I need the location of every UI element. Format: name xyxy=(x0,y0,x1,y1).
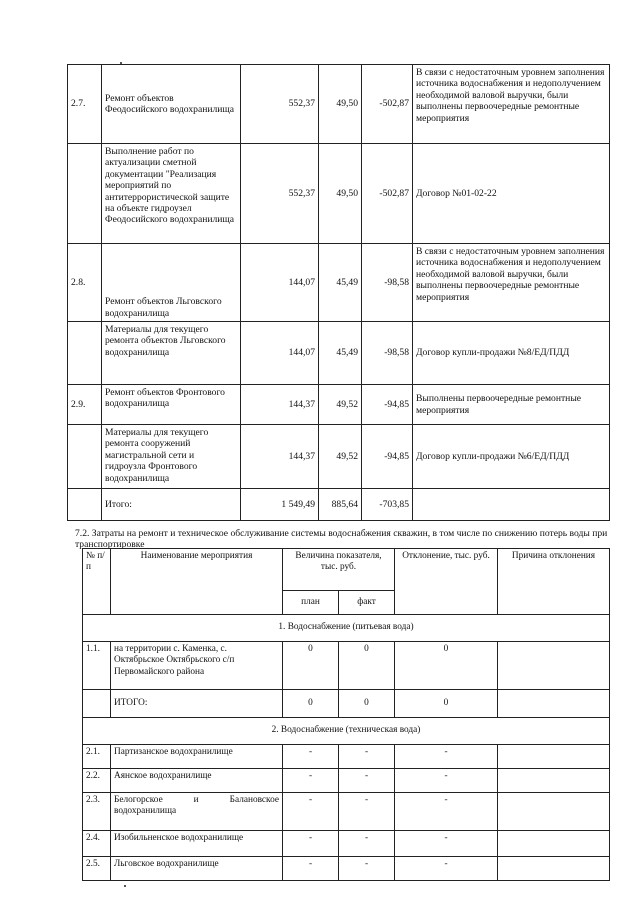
row-name: Белогорское и Балановское водохранилища xyxy=(111,793,283,831)
row-reason: В связи с недостаточным уровнем заполнения источника водоснабжения и недополучением необходимой валовой выручки, были выполнены первоочередные ремонтные мероприятия xyxy=(413,244,610,322)
row-deviation: 0 xyxy=(395,642,498,690)
total-label: ИТОГО: xyxy=(111,690,283,718)
row-fact: - xyxy=(339,857,395,881)
row-name: Материалы для текущего ремонта сооружений магистральной сети и гидроузла Фронтового водохранилища xyxy=(102,425,241,489)
row-fact: - xyxy=(339,769,395,793)
table-row xyxy=(83,642,610,690)
total-fact: 885,64 xyxy=(319,489,362,521)
section-7-2-title: 7.2. Затраты на ремонт и техническое обслуживание системы водоснабжения скважин, в том числе по снижению потерь воды при транспортировке xyxy=(75,528,608,551)
row-number: 1.1. xyxy=(83,642,111,690)
row-plan: 144,37 xyxy=(241,425,319,489)
row-fact: - xyxy=(339,793,395,831)
row-fact: 45,49 xyxy=(319,244,362,322)
row-deviation: -502,87 xyxy=(362,144,413,244)
row-deviation: - xyxy=(395,857,498,881)
row-plan: - xyxy=(283,745,339,769)
table-row xyxy=(83,769,610,793)
table-row xyxy=(68,144,610,244)
row-reason: Договор купли-продажи №8/ЕД/ПДД xyxy=(413,322,610,385)
row-deviation: - xyxy=(395,745,498,769)
table-row xyxy=(83,793,610,831)
row-number: 2.1. xyxy=(83,745,111,769)
row-name: Выполнение работ по актуализации сметной документации "Реализация мероприятий по антитеррористической защите на объекте гидроузел Феодосийского водохранилища xyxy=(102,144,241,244)
total-plan: 0 xyxy=(283,690,339,718)
row-plan: - xyxy=(283,769,339,793)
row-fact: - xyxy=(339,831,395,857)
total-deviation: -703,85 xyxy=(362,489,413,521)
table-row xyxy=(68,244,610,322)
table-row xyxy=(68,385,610,425)
table-row xyxy=(68,322,610,385)
row-number: 2.4. xyxy=(83,831,111,857)
row-plan: - xyxy=(283,857,339,881)
table-row xyxy=(83,745,610,769)
total-fact: 0 xyxy=(339,690,395,718)
table-row xyxy=(68,425,610,489)
section-row xyxy=(83,718,610,745)
table-row xyxy=(83,831,610,857)
row-name: Партизанское водохранилище xyxy=(111,745,283,769)
total-plan: 1 549,49 xyxy=(241,489,319,521)
header-plan: план xyxy=(283,591,339,615)
row-plan: 552,37 xyxy=(241,65,319,144)
row-reason: Договор купли-продажи №6/ЕД/ПДД xyxy=(413,425,610,489)
row-plan: 0 xyxy=(283,642,339,690)
row-name: Изобильненское водохранилище xyxy=(111,831,283,857)
section-drinking-water: 1. Водоснабжение (питьевая вода) xyxy=(83,615,610,642)
repairs-table xyxy=(67,64,610,521)
section-row xyxy=(83,615,610,642)
row-reason: Договор №01-02-22 xyxy=(413,144,610,244)
row-number: 2.2. xyxy=(83,769,111,793)
row-deviation: - xyxy=(395,831,498,857)
row-number: 2.8. xyxy=(68,244,102,322)
row-fact: 0 xyxy=(339,642,395,690)
row-fact: 45,49 xyxy=(319,322,362,385)
header-fact: факт xyxy=(339,591,395,615)
section-technical-water: 2. Водоснабжение (техническая вода) xyxy=(83,718,610,745)
row-plan: 144,07 xyxy=(241,244,319,322)
header-number: № п/п xyxy=(83,549,111,615)
row-name: Материалы для текущего ремонта объектов Льговского водохранилища xyxy=(102,322,241,385)
row-fact: 49,50 xyxy=(319,144,362,244)
row-reason: Выполнены первоочередные ремонтные мероприятия xyxy=(413,385,610,425)
row-number xyxy=(68,425,102,489)
row-plan: 144,37 xyxy=(241,385,319,425)
row-deviation: -98,58 xyxy=(362,322,413,385)
row-plan: - xyxy=(283,831,339,857)
row-deviation: - xyxy=(395,769,498,793)
total-row xyxy=(68,489,610,521)
total-row xyxy=(83,690,610,718)
row-name: Льговское водохранилище xyxy=(111,857,283,881)
row-name: Аянское водохранилище xyxy=(111,769,283,793)
row-deviation: -98,58 xyxy=(362,244,413,322)
header-deviation: Отклонение, тыс. руб. xyxy=(395,549,498,615)
table-row xyxy=(68,65,610,144)
header-row xyxy=(83,549,610,591)
total-label: Итого: xyxy=(102,489,241,521)
row-number xyxy=(68,322,102,385)
header-name: Наименование мероприятия xyxy=(111,549,283,615)
row-plan: - xyxy=(283,793,339,831)
row-number xyxy=(68,144,102,244)
row-number: 2.7. xyxy=(68,65,102,144)
total-deviation: 0 xyxy=(395,690,498,718)
row-name: Ремонт объектов Фронтового водохранилища xyxy=(102,385,241,425)
header-reason: Причина отклонения xyxy=(498,549,610,615)
row-name: Ремонт объектов Феодосийского водохранилища xyxy=(102,65,241,144)
row-fact: - xyxy=(339,745,395,769)
row-plan: 144,07 xyxy=(241,322,319,385)
row-deviation: -502,87 xyxy=(362,65,413,144)
table-row xyxy=(83,857,610,881)
row-fact: 49,52 xyxy=(319,425,362,489)
row-fact: 49,52 xyxy=(319,385,362,425)
row-number: 2.9. xyxy=(68,385,102,425)
row-number: 2.3. xyxy=(83,793,111,831)
row-deviation: - xyxy=(395,793,498,831)
wells-table xyxy=(82,548,610,881)
row-plan: 552,37 xyxy=(241,144,319,244)
scan-speck xyxy=(124,885,126,887)
row-name: на территории с. Каменка, с. Октябрьское Октябрьского с/п Первомайского района xyxy=(111,642,283,690)
row-reason: В связи с недостаточным уровнем заполнения источника водоснабжения и недополучением необходимой валовой выручки, были выполнены первоочередные ремонтные мероприятия xyxy=(413,65,610,144)
row-name: Ремонт объектов Льговского водохранилища xyxy=(102,244,241,322)
row-deviation: -94,85 xyxy=(362,385,413,425)
row-fact: 49,50 xyxy=(319,65,362,144)
header-value: Величина показателя, тыс. руб. xyxy=(283,549,395,591)
row-number: 2.5. xyxy=(83,857,111,881)
row-deviation: -94,85 xyxy=(362,425,413,489)
